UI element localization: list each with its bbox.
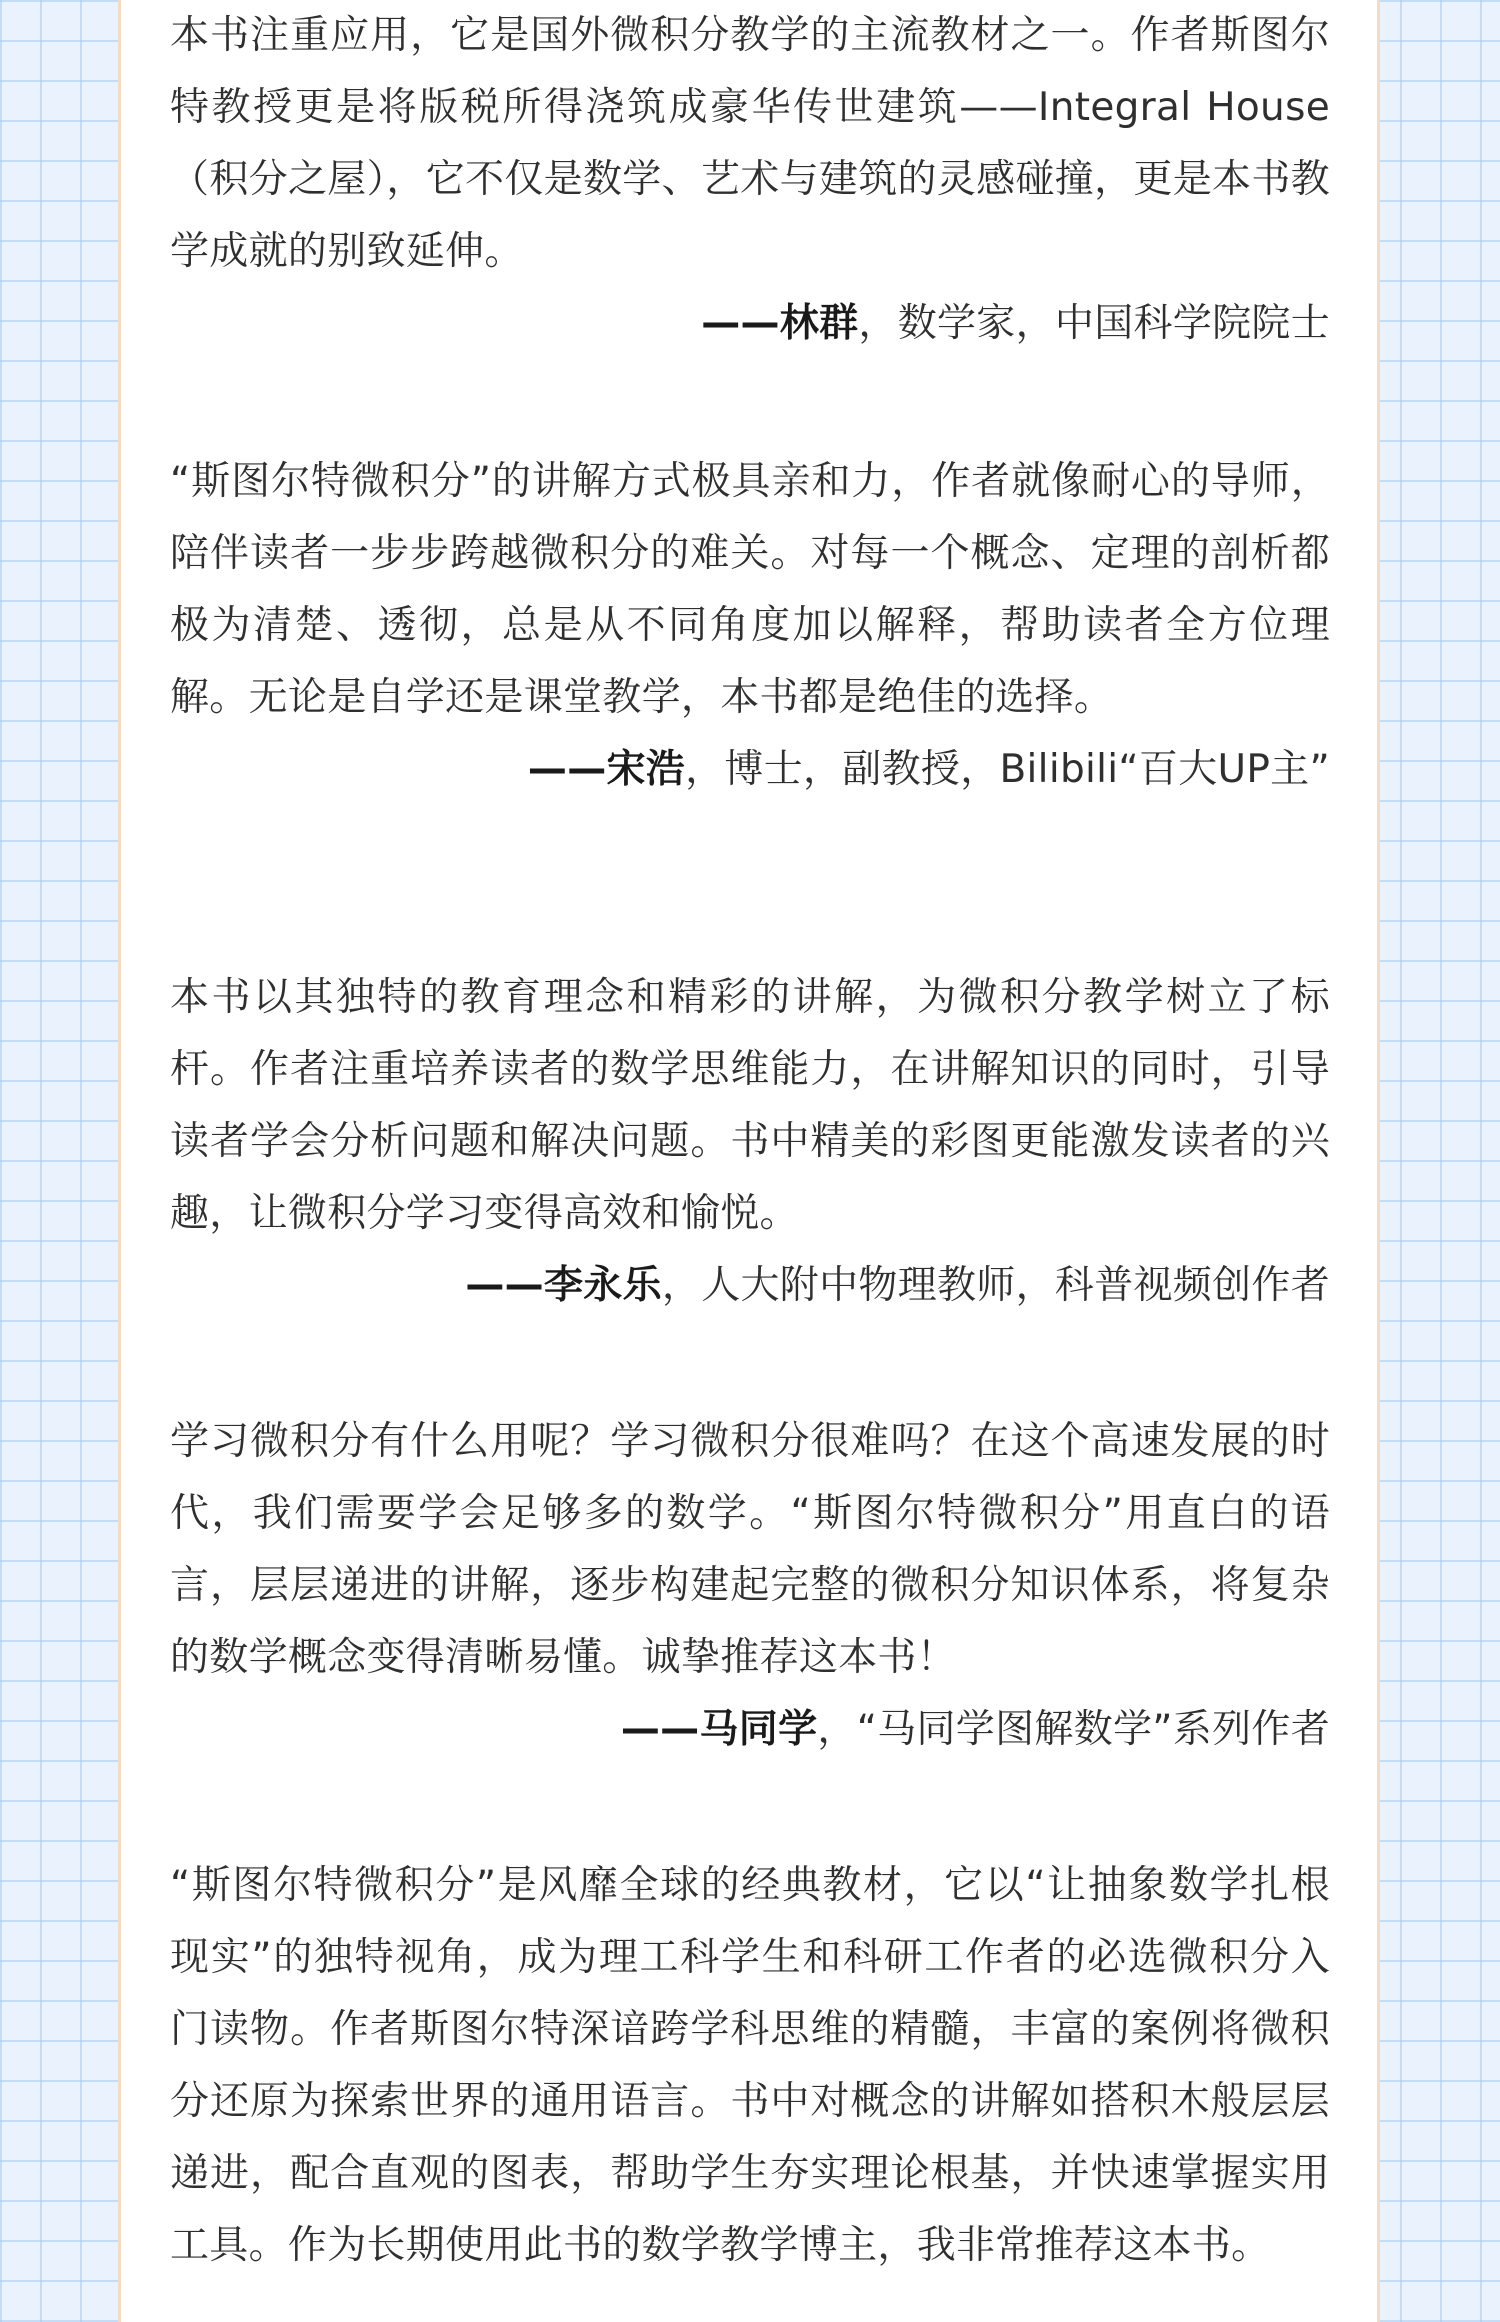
quote-author-title: ，博士，副教授，Bilibili“百大UP主”	[685, 747, 1330, 792]
quote-author-name: ——宋浩	[527, 747, 686, 792]
recommendation-quote	[170, 446, 1330, 806]
quote-attribution	[170, 734, 1330, 806]
quote-author-name: ——林群	[701, 301, 859, 346]
quote-author-title: ，人大附中物理教师，科普视频创作者	[661, 1263, 1330, 1308]
quote-text: “斯图尔特微积分”的讲解方式极具亲和力，作者就像耐心的导师，陪伴读者一步步跨越微积分的难关。对每一个概念、定理的剖析都极为清楚、透彻，总是从不同角度加以解释，帮助读者全方位理解。无论是自学还是课堂教学，本书都是绝佳的选择。	[170, 459, 1330, 720]
recommendation-quote	[170, 1406, 1330, 1766]
quote-attribution	[170, 1694, 1330, 1766]
quote-author-name: ——马同学	[620, 1707, 818, 1752]
recommendation-card	[118, 0, 1380, 2322]
quote-author-name: ——李永乐	[465, 1263, 662, 1308]
quote-text: 本书注重应用，它是国外微积分教学的主流教材之一。作者斯图尔特教授更是将版税所得浇筑成豪华传世建筑——Integral House（积分之屋），它不仅是数学、艺术与建筑的灵感碰撞，更是本书教学成就的别致延伸。	[170, 13, 1330, 274]
quote-attribution	[170, 288, 1330, 360]
recommendation-quote	[170, 1850, 1330, 2282]
quote-text: 本书以其独特的教育理念和精彩的讲解，为微积分教学树立了标杆。作者注重培养读者的数学思维能力，在讲解知识的同时，引导读者学会分析问题和解决问题。书中精美的彩图更能激发读者的兴趣，让微积分学习变得高效和愉悦。	[170, 975, 1330, 1236]
quote-text: “斯图尔特微积分”是风靡全球的经典教材，它以“让抽象数学扎根现实”的独特视角，成为理工科学生和科研工作者的必选微积分入门读物。作者斯图尔特深谙跨学科思维的精髓，丰富的案例将微积分还原为探索世界的通用语言。书中对概念的讲解如搭积木般层层递进，配合直观的图表，帮助学生夯实理论根基，并快速掌握实用工具。作为长期使用此书的数学教学博主，我非常推荐这本书。	[170, 1863, 1330, 2268]
recommendation-quote	[170, 962, 1330, 1322]
quote-author-title: ，“马同学图解数学”系列作者	[817, 1707, 1330, 1752]
quote-text: 学习微积分有什么用呢？学习微积分很难吗？在这个高速发展的时代，我们需要学会足够多的数学。“斯图尔特微积分”用直白的语言，层层递进的讲解，逐步构建起完整的微积分知识体系，将复杂的数学概念变得清晰易懂。诚挚推荐这本书！	[170, 1419, 1330, 1680]
quote-attribution	[170, 1250, 1330, 1322]
quote-author-title: ，数学家，中国科学院院士	[858, 301, 1330, 346]
recommendation-quote	[170, 0, 1330, 360]
